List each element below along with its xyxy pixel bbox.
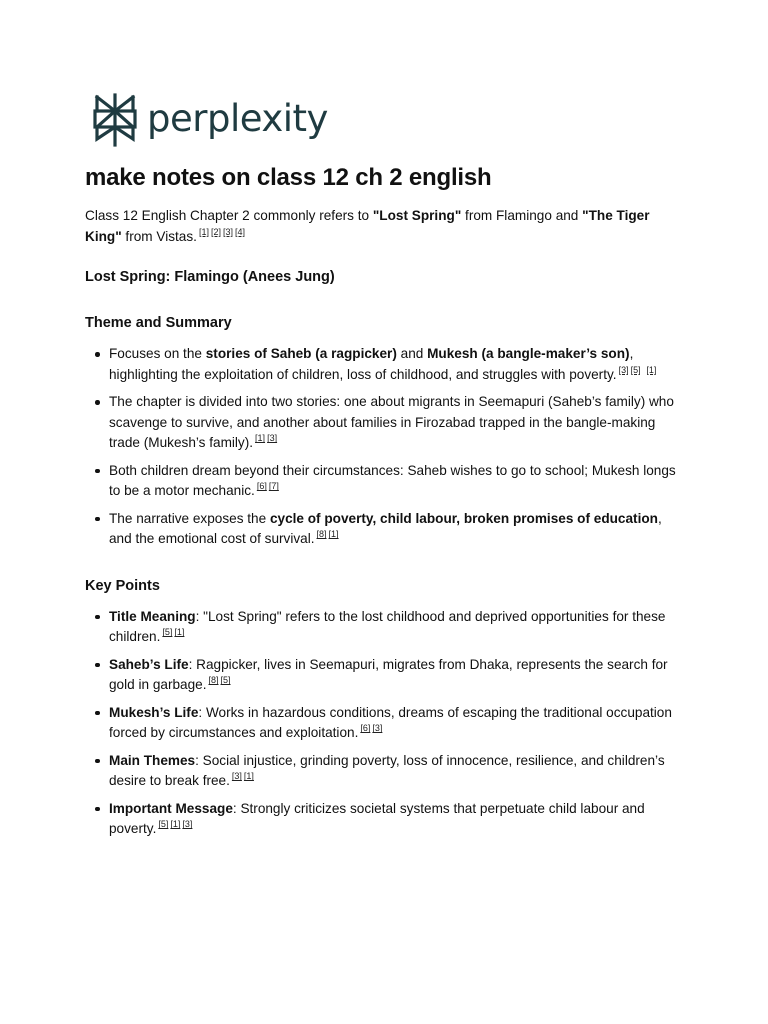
item-label: Main Themes <box>109 752 196 768</box>
perplexity-logo-icon <box>93 93 137 147</box>
list-item <box>109 509 685 550</box>
list-item <box>109 799 685 840</box>
citation-link[interactable]: [3] <box>231 771 242 782</box>
list-item <box>109 344 685 385</box>
citation-group <box>156 821 192 836</box>
item-text: : Social injustice, grinding poverty, loss of innocence, resilience, and children’s desire to break free. <box>109 752 665 788</box>
citation-link[interactable]: [6] <box>256 481 267 492</box>
citation-link[interactable]: [1] <box>243 771 254 782</box>
list-item <box>109 607 685 648</box>
brand-name: perplexity <box>147 96 328 140</box>
citation-link[interactable]: [3] <box>267 433 278 444</box>
item-label: Mukesh’s Life <box>109 704 199 720</box>
citation-link[interactable]: [5] <box>162 627 173 638</box>
key-points-heading: Key Points <box>85 577 160 594</box>
citation-link[interactable]: [5] <box>158 819 169 830</box>
item-text: : "Lost Spring" refers to the lost childhood and deprived opportunities for these children. <box>109 608 666 644</box>
citation-link[interactable]: [2] <box>210 226 221 237</box>
intro-paragraph <box>85 206 685 247</box>
item-text: : Strongly criticizes societal systems that perpetuate child labour and poverty. <box>109 800 645 836</box>
key-points-list <box>85 607 685 840</box>
item-label: Title Meaning <box>109 608 196 624</box>
citation-link[interactable]: [8] <box>316 529 327 540</box>
citation-group <box>160 629 184 644</box>
citation-group <box>255 483 279 498</box>
section-heading: Lost Spring: Flamingo (Anees Jung) <box>85 269 335 285</box>
theme-list <box>85 344 685 550</box>
item-text: The chapter is divided into two stories: one about migrants in Seemapuri (Saheb’s family) who scavenge to survive, and another about families in Firozabad trapped in the bangle-making trade (Mukesh’s family). <box>109 394 674 450</box>
citation-link[interactable]: [3] <box>182 819 193 830</box>
item-text: : Works in hazardous conditions, dreams of escaping the traditional occupation forced by circumstances and exploitation. <box>109 704 672 740</box>
citation-link[interactable]: [4] <box>235 226 246 237</box>
item-text: and <box>396 346 428 361</box>
item-text: , and the emotional cost of survival. <box>109 510 662 546</box>
citation-group <box>230 773 254 788</box>
citation-link[interactable]: [1] <box>198 226 209 237</box>
item-text: Focuses on the <box>109 346 206 361</box>
item-label: Saheb’s Life <box>109 656 189 672</box>
intro-bold-tiger-king: "The Tiger King" <box>85 208 650 244</box>
citation-link[interactable]: [8] <box>208 675 219 686</box>
item-bold: stories of Saheb (a ragpicker) <box>205 346 397 361</box>
intro-text: from Vistas. <box>121 228 197 244</box>
item-label: Important Message <box>109 800 233 816</box>
citation-link[interactable]: [6] <box>360 723 371 734</box>
citation-group <box>315 531 339 546</box>
citation-link[interactable]: [1] <box>174 627 185 638</box>
list-item <box>109 703 685 744</box>
citation-group <box>207 677 231 692</box>
citation-link[interactable]: [3] <box>618 364 629 375</box>
citation-link[interactable]: [1] <box>646 364 657 375</box>
item-bold: cycle of poverty, child labour, broken promises of education <box>269 510 658 526</box>
item-bold: Mukesh (a bangle-maker’s son) <box>427 346 630 361</box>
citation-link[interactable]: [5] <box>630 364 641 375</box>
item-text: , highlighting the exploitation of children, loss of childhood, and struggles with poverty. <box>109 346 634 382</box>
list-item <box>109 751 685 792</box>
intro-bold-lost-spring: "Lost Spring" <box>372 208 462 223</box>
citation-link[interactable]: [5] <box>220 675 231 686</box>
citation-link[interactable]: [1] <box>328 529 339 540</box>
citation-group <box>358 725 382 740</box>
page-title: make notes on class 12 ch 2 english <box>85 164 492 191</box>
list-item <box>109 655 685 696</box>
item-text: : Ragpicker, lives in Seemapuri, migrates from Dhaka, represents the search for gold in garbage. <box>109 656 668 692</box>
list-item <box>109 461 685 502</box>
item-text: Both children dream beyond their circumstances: Saheb wishes to go to school; Mukesh longs to be a motor mechanic. <box>109 462 676 498</box>
citation-link[interactable]: [1] <box>255 433 266 444</box>
perplexity-logo <box>85 92 685 148</box>
citation-link[interactable]: [3] <box>222 226 233 237</box>
intro-text: from Flamingo and <box>461 208 583 223</box>
item-text: The narrative exposes the <box>109 510 270 526</box>
intro-text: Class 12 English Chapter 2 commonly refers to <box>85 208 373 223</box>
citation-link[interactable]: [7] <box>268 481 279 492</box>
list-item <box>109 392 685 454</box>
citation-group <box>253 435 277 450</box>
theme-heading: Theme and Summary <box>85 315 232 331</box>
citation-link[interactable]: [3] <box>372 723 383 734</box>
citation-group <box>197 226 246 244</box>
document-page <box>85 92 685 847</box>
citation-link[interactable]: [1] <box>170 819 181 830</box>
